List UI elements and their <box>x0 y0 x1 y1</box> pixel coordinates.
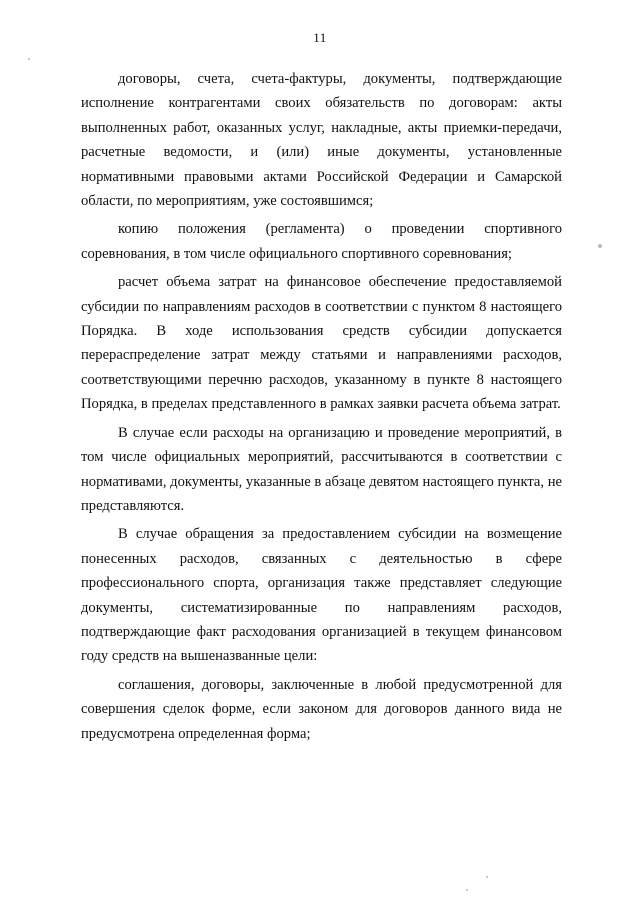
scan-speck <box>486 876 488 878</box>
paragraph-documents-list: договоры, счета, счета-фактуры, документы, подтверждающие исполнение контрагентами своих обязательств по договорам: акты выполненных работ, оказанных услуг, накладные, акты приемки-передачи, расчетные ведомости, и (или) иные документы, установленные нормативными правовыми актами Российской Федерации и Самарской области, по мероприятиям, уже состоявшимся; <box>81 71 562 210</box>
document-body <box>81 67 562 750</box>
paragraph-agreements: соглашения, договоры, заключенные в любой предусмотренной для совершения сделок форме, если законом для договоров данного вида не предусмотрена определенная форма; <box>81 676 562 742</box>
paragraph-professional-sport: В случае обращения за предоставлением субсидии на возмещение понесенных расходов, связанных с деятельностью в сфере профессионального спорта, организация также представляет следующие документы, систематизированные по направлениям расходов, подтверждающие факт расходования организацией в текущем финансовом году средств на вышеназванные цели: <box>81 526 562 665</box>
paragraph-regulation-copy: копию положения (регламента) о проведении спортивного соревнования, в том числе официального спортивного соревнования; <box>81 221 562 262</box>
paragraph-norms-exception: В случае если расходы на организацию и проведение мероприятий, в том числе официальных мероприятий, рассчитываются в соответствии с нормативами, документы, указанные в абзаце девятом настоящего пункта, не представляются. <box>81 424 562 514</box>
scan-speck <box>28 58 30 60</box>
page-number: 11 <box>313 30 327 45</box>
scan-speck <box>598 244 602 248</box>
paragraph-cost-calculation: расчет объема затрат на финансовое обеспечение предоставляемой субсидии по направлениям расходов в соответствии с пунктом 8 настоящего Порядка. В ходе использования средств субсидии допускается перераспределение затрат между статьями и направлениями расходов, соответствующими перечню расходов, указанному в пункте 8 настоящего Порядка, в пределах представленного в рамках заявки расчета объема затрат. <box>81 274 562 413</box>
scan-speck <box>466 889 468 891</box>
